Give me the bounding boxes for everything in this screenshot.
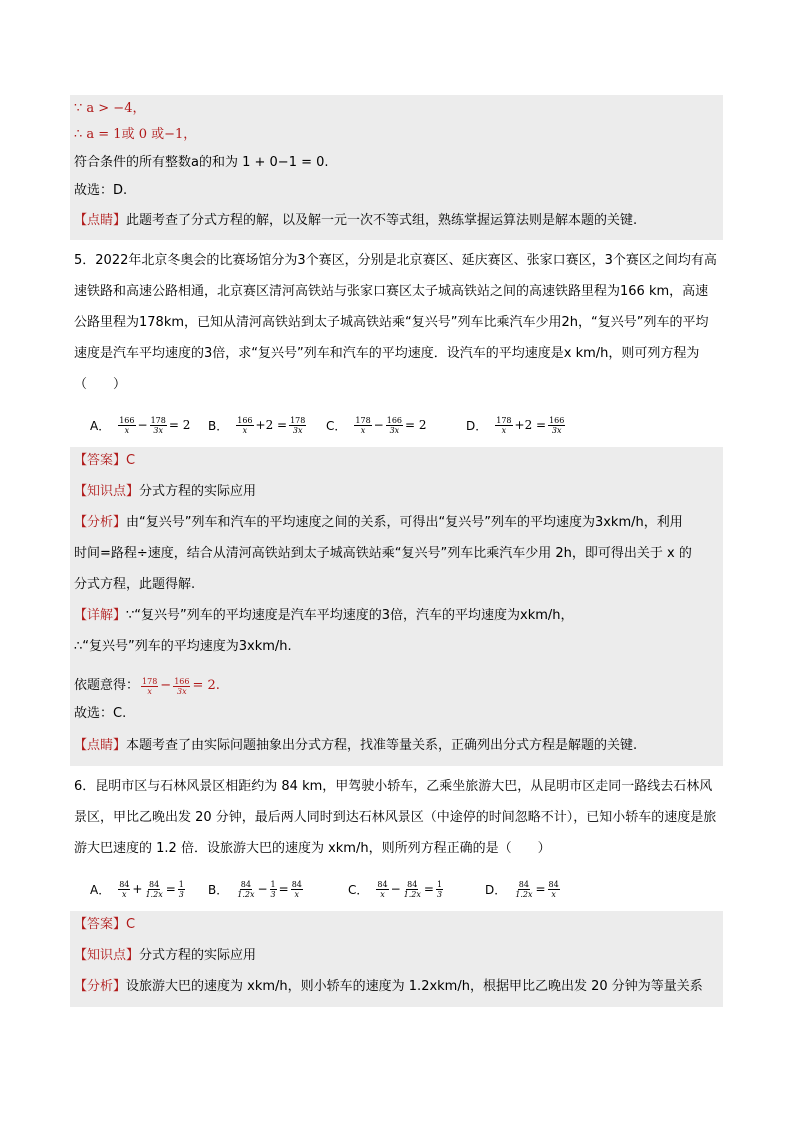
solution-line-4: 故选：D. bbox=[74, 183, 128, 198]
q5-option-b: B． $\frac{166}{x}$ +2 = $\frac{178}{3x}$ bbox=[208, 415, 306, 435]
q6-option-b: B． $\frac{84}{1.2x}$ − $\frac{1}{3}$ = $\frac{84}{x}$ bbox=[208, 879, 302, 899]
q6-answer: 【答案】C bbox=[74, 917, 136, 932]
solution-line-3: 符合条件的所有整数a的和为 1 + 0−1 = 0. bbox=[74, 155, 329, 170]
question-6-options bbox=[70, 867, 723, 911]
question-5-options bbox=[70, 403, 723, 447]
q5-detail-4: 故选：C. bbox=[74, 706, 127, 721]
q5-answer: 【答案】C bbox=[74, 453, 136, 468]
q5-detail-3: 依题意得： $\frac{178}{x}$ − $\frac{166}{3x}$ = 2. bbox=[74, 676, 220, 696]
q5-option-a: A． $\frac{166}{x}$ − $\frac{178}{3x}$ = 2 bbox=[90, 415, 191, 435]
solution-line-1: ∵ a > −4， bbox=[74, 101, 146, 116]
q6-option-d: D． $\frac{84}{1.2x}$ = $\frac{84}{x}$ bbox=[485, 879, 559, 899]
q5-detail-2: ∴“复兴号”列车的平均速度为3xkm/h. bbox=[74, 639, 292, 654]
q5-analysis-1: 【分析】由“复兴号”列车和汽车的平均速度之间的关系，可得出“复兴号”列车的平均速度为3xkm/h，利用 bbox=[74, 515, 683, 530]
q6-option-a: A． $\frac{84}{x}$ + $\frac{84}{1.2x}$ = $\frac{1}{3}$ bbox=[90, 879, 184, 899]
question-6: 6．昆明市区与石林风景区相距约为 84 km，甲驾驶小轿车，乙乘坐旅游大巴，从昆明市区走同一路线去石林风景区，甲比乙晚出发 20 分钟，最后两人同时到达石林风景区（中途停的时间忽略不计），已知小轿车的速度是旅游大巴速度的 1.2 倍．设旅游大巴的速度为 xkm/h，则所列方程正确的是（ ） bbox=[70, 768, 723, 867]
solution-line-2: ∴ a = 1或 0 或−1， bbox=[74, 127, 197, 142]
dianjing-text: 此题考查了分式方程的解，以及解一元一次不等式组，熟练掌握运算法则是解本题的关键. bbox=[126, 213, 638, 228]
q5-knowledge: 【知识点】分式方程的实际应用 bbox=[74, 484, 257, 499]
q6-knowledge: 【知识点】分式方程的实际应用 bbox=[74, 948, 257, 963]
q6-analysis-1: 【分析】设旅游大巴的速度为 xkm/h，则小轿车的速度为 1.2xkm/h，根据甲比乙晚出发 20 分钟为等量关系 bbox=[74, 979, 703, 994]
solution-continued bbox=[70, 95, 723, 240]
question-5: 5．2022年北京冬奥会的比赛场馆分为3个赛区，分别是北京赛区、延庆赛区、张家口赛区，3个赛区之间均有高速铁路和高速公路相通，北京赛区清河高铁站与张家口赛区太子城高铁站之间的高速铁路里程为166 km，高速公路里程为178km，已知从清河高铁站到太子城高铁站乘“复兴号”列车比乘汽车少用2h，“复兴号”列车的平均速度是汽车平均速度的3倍，求“复兴号”列车和汽车的平均速度．设汽车的平均速度是x km/h，则可列方程为（ ） bbox=[70, 242, 723, 403]
dianjing-tag: 【点睛】 bbox=[74, 213, 127, 228]
dianjing-line bbox=[74, 211, 719, 235]
document-page bbox=[70, 95, 723, 1007]
q5-dianjing: 【点睛】本题考查了由实际问题抽象出分式方程，找准等量关系，正确列出分式方程是解题的关键. bbox=[74, 738, 638, 753]
q5-solution bbox=[70, 447, 723, 766]
q5-detail-1: 【详解】∵“复兴号”列车的平均速度是汽车平均速度的3倍，汽车的平均速度为xkm/h， bbox=[74, 608, 574, 623]
q5-option-c: C． $\frac{178}{x}$ − $\frac{166}{3x}$ = 2 bbox=[326, 415, 427, 435]
q5-option-d: D． $\frac{178}{x}$ +2 = $\frac{166}{3x}$ bbox=[466, 415, 565, 435]
q5-analysis-3: 分式方程，此题得解. bbox=[74, 577, 196, 592]
q6-option-c: C． $\frac{84}{x}$ − $\frac{84}{1.2x}$ = $\frac{1}{3}$ bbox=[348, 879, 443, 899]
q5-analysis-2: 时间=路程÷速度，结合从清河高铁站到太子城高铁站乘“复兴号”列车比乘汽车少用 2h，即可得出关于 x 的 bbox=[74, 546, 692, 561]
q6-solution bbox=[70, 911, 723, 1007]
